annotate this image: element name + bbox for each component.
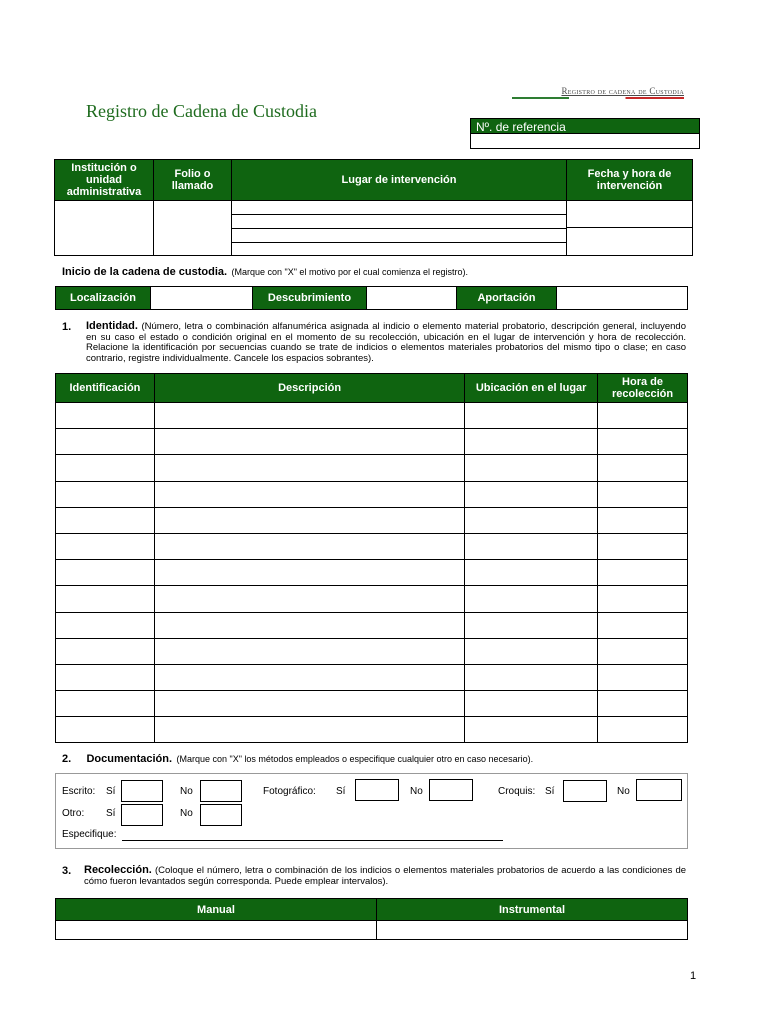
- ubicacion-cell[interactable]: [465, 586, 598, 612]
- hora-cell[interactable]: [598, 612, 688, 638]
- identificacion-cell[interactable]: [56, 612, 155, 638]
- inicio-heading: Inicio de la cadena de custodia. (Marque con "X" el motivo por el cual comienza el registro).: [62, 266, 469, 278]
- croquis-si-box[interactable]: [563, 780, 607, 802]
- ubicacion-cell[interactable]: [465, 638, 598, 664]
- ubicacion-cell[interactable]: [465, 429, 598, 455]
- identificacion-cell[interactable]: [56, 717, 155, 743]
- option-descubrimiento: Descubrimiento: [253, 287, 367, 310]
- especifique-field[interactable]: [122, 828, 503, 841]
- hora-cell[interactable]: [598, 507, 688, 533]
- table-row: [56, 533, 688, 559]
- folio-field[interactable]: [154, 201, 232, 256]
- otro-si-box[interactable]: [121, 804, 163, 826]
- table-row: [56, 403, 688, 429]
- recoleccion-table: [55, 898, 688, 940]
- col-identificacion: Identificación: [56, 374, 155, 403]
- identificacion-cell[interactable]: [56, 429, 155, 455]
- hora-cell[interactable]: [598, 533, 688, 559]
- escrito-no-box[interactable]: [200, 780, 242, 802]
- col-instrumental: Instrumental: [377, 899, 688, 921]
- hora-cell[interactable]: [598, 429, 688, 455]
- descripcion-cell[interactable]: [154, 481, 464, 507]
- flag-stripe: [512, 97, 684, 99]
- ubicacion-cell[interactable]: [465, 403, 598, 429]
- instrumental-field[interactable]: [377, 921, 688, 940]
- croquis-no-box[interactable]: [636, 779, 682, 801]
- referencia-label: Nº. de referencia: [470, 118, 700, 134]
- col-manual: Manual: [56, 899, 377, 921]
- table-row: [56, 429, 688, 455]
- fecha-cell: [567, 201, 693, 256]
- page-title: Registro de Cadena de Custodia: [86, 101, 317, 121]
- hora-cell[interactable]: [598, 403, 688, 429]
- lugar-field-2[interactable]: [232, 215, 566, 229]
- hora-cell[interactable]: [598, 586, 688, 612]
- inicio-table: [55, 286, 688, 310]
- descripcion-cell[interactable]: [154, 586, 464, 612]
- ubicacion-cell[interactable]: [465, 507, 598, 533]
- fotografico-si-box[interactable]: [355, 779, 399, 801]
- descripcion-cell[interactable]: [154, 533, 464, 559]
- intervencion-table: [54, 159, 693, 256]
- descripcion-cell[interactable]: [154, 560, 464, 586]
- hora-cell[interactable]: [598, 455, 688, 481]
- ubicacion-cell[interactable]: [465, 560, 598, 586]
- header-tag: Registro de cadena de Custodia: [512, 86, 684, 99]
- referencia-box: [470, 118, 700, 149]
- manual-field[interactable]: [56, 921, 377, 940]
- descripcion-cell[interactable]: [154, 507, 464, 533]
- identificacion-cell[interactable]: [56, 560, 155, 586]
- localizacion-box[interactable]: [151, 287, 253, 310]
- hora-cell[interactable]: [598, 638, 688, 664]
- documentacion-box: Escrito: Sí No Fotográfico: Sí No Croquis: Sí No Otro: Sí No Especifique:: [55, 773, 688, 849]
- col-hora: Hora de recolección: [598, 374, 688, 403]
- col-institucion: Institución o unidad administrativa: [55, 160, 154, 201]
- lugar-field-1[interactable]: [232, 201, 566, 215]
- ubicacion-cell[interactable]: [465, 691, 598, 717]
- identidad-table: [55, 373, 688, 743]
- descripcion-cell[interactable]: [154, 403, 464, 429]
- descripcion-cell[interactable]: [154, 455, 464, 481]
- table-row: [56, 664, 688, 690]
- identificacion-cell[interactable]: [56, 638, 155, 664]
- table-row: [56, 717, 688, 743]
- hora-cell[interactable]: [598, 664, 688, 690]
- descripcion-cell[interactable]: [154, 638, 464, 664]
- lugar-field-4[interactable]: [232, 243, 566, 255]
- identificacion-cell[interactable]: [56, 586, 155, 612]
- col-ubicacion: Ubicación en el lugar: [465, 374, 598, 403]
- identidad-rows: [56, 403, 688, 743]
- ubicacion-cell[interactable]: [465, 455, 598, 481]
- otro-no-box[interactable]: [200, 804, 242, 826]
- descubrimiento-box[interactable]: [367, 287, 457, 310]
- table-row: [56, 560, 688, 586]
- descripcion-cell[interactable]: [154, 717, 464, 743]
- aportacion-box[interactable]: [557, 287, 688, 310]
- table-row: [56, 612, 688, 638]
- table-row: [56, 455, 688, 481]
- hora-field[interactable]: [567, 228, 692, 254]
- option-localizacion: Localización: [56, 287, 151, 310]
- identificacion-cell[interactable]: [56, 533, 155, 559]
- table-row: [56, 481, 688, 507]
- col-folio: Folio o llamado: [154, 160, 232, 201]
- table-row: [56, 586, 688, 612]
- lugar-field-3[interactable]: [232, 229, 566, 243]
- descripcion-cell[interactable]: [154, 691, 464, 717]
- identidad-section: 1. Identidad. (Número, letra o combinación alfanumérica asignada al indicio o elemento material probatorio, descripción general, incluyendo en su caso el estado o condición original en el momento de su recolección, ubicación en el lugar de intervención y hora de recolección. Relacione la identificación por secuencias cuando se trate de indicios o elementos materiales probatorios del mismo tipo o clase; en caso contrario, registre individualmente. Cancele los espacios sobrantes).: [62, 320, 686, 364]
- documentacion-heading: 2. Documentación. (Marque con "X" los métodos empleados o especifique cualquier otro en caso necesario).: [62, 753, 534, 765]
- col-lugar: Lugar de intervención: [232, 160, 567, 201]
- page-number: 1: [690, 970, 697, 982]
- identificacion-cell[interactable]: [56, 481, 155, 507]
- escrito-si-box[interactable]: [121, 780, 163, 802]
- descripcion-cell[interactable]: [154, 429, 464, 455]
- descripcion-cell[interactable]: [154, 664, 464, 690]
- fecha-field[interactable]: [567, 201, 692, 228]
- col-descripcion: Descripción: [154, 374, 464, 403]
- ubicacion-cell[interactable]: [465, 717, 598, 743]
- identificacion-cell[interactable]: [56, 403, 155, 429]
- lugar-cell: [232, 201, 567, 256]
- hora-cell[interactable]: [598, 560, 688, 586]
- fotografico-no-box[interactable]: [429, 779, 473, 801]
- option-aportacion: Aportación: [457, 287, 557, 310]
- identificacion-cell[interactable]: [56, 455, 155, 481]
- referencia-field[interactable]: [470, 134, 700, 149]
- table-row: [56, 691, 688, 717]
- descripcion-cell[interactable]: [154, 612, 464, 638]
- recoleccion-section: 3. Recolección. (Coloque el número, letra o combinación de los indicios o elementos materiales probatorios de acuerdo a las condiciones de cómo fueron levantados según corresponda. Puede emplear intervalos).: [62, 864, 687, 887]
- hora-cell[interactable]: [598, 481, 688, 507]
- col-fecha: Fecha y hora de intervención: [567, 160, 693, 201]
- ubicacion-cell[interactable]: [465, 481, 598, 507]
- identificacion-cell[interactable]: [56, 664, 155, 690]
- identificacion-cell[interactable]: [56, 691, 155, 717]
- identificacion-cell[interactable]: [56, 507, 155, 533]
- institucion-field[interactable]: [55, 201, 154, 256]
- ubicacion-cell[interactable]: [465, 664, 598, 690]
- table-row: [56, 507, 688, 533]
- hora-cell[interactable]: [598, 717, 688, 743]
- ubicacion-cell[interactable]: [465, 612, 598, 638]
- hora-cell[interactable]: [598, 691, 688, 717]
- ubicacion-cell[interactable]: [465, 533, 598, 559]
- table-row: [56, 638, 688, 664]
